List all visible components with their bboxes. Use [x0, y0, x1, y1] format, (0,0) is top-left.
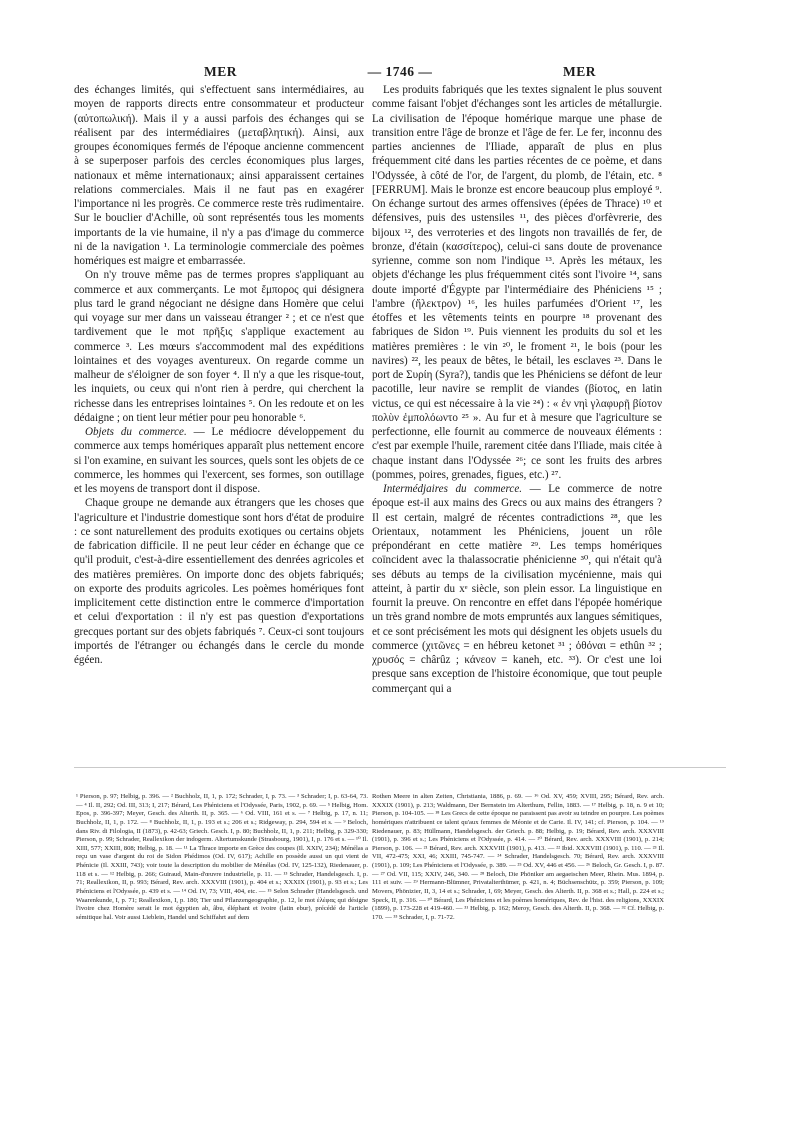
paragraph: On n'y trouve même pas de termes propres s'appliquant au commerce et aux commerçants. Le mot ἔμπορος qui désignera plus tard le grand négociant ne désigne dans Homère que celui qui voyage sur mer dans un vaisseau étranger ² ; et ce n'est que tardivement que le mot πρῆξις s'applique exactement au commerce ³. Les mœurs s'accommodent mal des expéditions lointaines et des voyages aventureux. On regarde comme un malheur de s'éloigner de son foyer ⁴. Il n'y a que les risque-tout, les inquiets, ou ceux qui n'ont rien à perdre, qui cherchent la richesse dans les entreprises lointaines ⁵. On les redoute et on les dédaigne ; on tient leur métier pour peu honorable ⁶.: [74, 269, 364, 424]
left-column: [74, 83, 364, 667]
running-head-left: MER: [204, 64, 237, 79]
footnote-divider: [74, 767, 726, 768]
paragraph: Les produits fabriqués que les textes signalent le plus souvent comme faisant l'objet d'échanges sont les articles de métallurgie. La civilisation de l'époque homérique marque une phase de transition entre l'âge de bronze et l'âge de fer. Le fer, inconnu des parties anciennes de l'Iliade, apparaît de plus en plus fréquemment cité dans les parties récentes de ce poème, et dans l'Odyssée, à côté de l'or, de l'argent, du plomb, de l'étain, etc. ⁸ [FERRUM]. Mais le bronze est encore beaucoup plus employé ⁹. On échange surtout des armes offensives (épées de Thrace) ¹⁰ et défensives, puis des ustensiles ¹¹, des pièces d'orfèvrerie, des bijoux ¹², des verroteries et des lingots non travaillés de fer, de bronze, d'étain (κασσίτερος), celui-ci sans doute de provenance syrienne, comme son nom l'indique ¹³. Après les métaux, les objets d'échange les plus fréquemment cités sont l'ivoire ¹⁴, sans doute importé d'Égypte par l'intermédiaire des Phéniciens ¹⁵ ; l'ambre (ἤλεκτρον) ¹⁶, les huiles parfumées d'Orient ¹⁷, les étoffes et les vêtements teints en pourpre ¹⁸ provenant des fabriques de Sidon ¹⁹. Puis viennent les produits du sol et les matières premières : le vin ²⁰, le froment ²¹, le bois (pour les navires) ²², les peaux de bêtes, le bétail, les esclaves ²³. Dans le port de Συρίη (Syra?), tandis que les Phéniciens se défont de leur pacotille, leur navire se remplit de viandes (βίοτος, en latin victus, ce qui est nécessaire à la vie ²⁴) : « ἐν νηὶ γλαφυρῇ βίοτον πολὺν ἐμπολόωντο ²⁵ ». Au fur et à mesure que l'agriculture se perfectionne, elle fournit au commerce de nouveaux éléments : c'est par exemple l'huile, rarement citée dans l'Iliade, mais citée à chaque instant dans l'Odyssée ²⁶; ce sont les fruits des arbres (pommes, poires, grenades, figues, etc.) ²⁷.: [372, 84, 662, 481]
page-number: — 1746 —: [367, 64, 433, 79]
running-head-right: MER: [563, 64, 596, 79]
right-column: [372, 83, 662, 696]
section-heading: Objets du commerce.: [85, 426, 187, 438]
paragraph: Chaque groupe ne demande aux étrangers que les choses que l'agriculture et l'industrie domestique sont hors d'état de produire : ce sont naturellement des produits exotiques ou certains objets de fabrication difficile. Il ne peut leur céder en échange que ce qu'il produit, c'est-à-dire essentiellement des denrées agricoles et des matières premières. On importe donc des objets fabriqués; on exporte des produits agricoles. Les poèmes homériques font implicitement cette distinction entre le commerce d'importation et celui d'exportation : il n'y est pas question d'exportations grecques portant sur des objets fabriqués ⁷. Ceux-ci sont toujours importés de l'étranger ou échangés dans le cercle du monde égéen.: [74, 497, 364, 666]
footnote-block: ¹ Pierson, p. 97; Helbig, p. 396. — ² Buchholz, II, 1, p. 172; Schrader, I, p. 73. — ³ Schrader; I, p. 63-64, 73. — ⁴ Il. II, 292; Od. III, 313; I, 217; Bérard, Les Phéniciens et l'Odyssée, Paris, 1902, p. 69. — ⁵ Helbig, Hom. Epos, p. 396-397; Meyer, Gesch. des Alterth. II, p. 365. — ⁶ Od. VIII, 161 et s. — ⁷ Helbig, p. 17, n. 11; Buchholz, II, 1, p. 172. — ⁸ Buchholz, II, 1, p. 193 et s.; 206 et s.; Ridgeway, p. 294, 594 et s. — ⁹ Beloch, dans Riv. di Filologia, II (1873), p. 42-63; Griech. Gesch. I, p. 80; Buchholz, II, 1, p. 211; Helbig, p. 329-330; Pierson, p. 99; Schrader, Reallexikon der indogerm. Altertumskunde (Strasbourg, 1901), I, p. 176 et s. — ¹⁰ Il. XIII, 577; XXIII, 808; Helbig, p. 18. — ¹¹ La Thrace importe en Grèce des coupes (Il. XXIV, 234); Ménélas a reçu un vase d'argent du roi de Sidon Phédimos (Od. IV, 617); Achille en possède aussi un qui vient de Phénicie (Il. XXIII, 743); voir toute la description du mobilier de Ménélas (Od. IV, 125-132), Riedenauer, p. 118 et s. — ¹² Helbig, p. 266; Guiraud, Main-d'œuvre industrielle, p. 11. — ¹³ Schrader, Handelsgesch. I, p. 71; Reallexikon, II, p. 993; Bérard, Rev. arch. XXXVIII (1901), p. 404 et s.; XXXIX (1901), p. 93 et s.; Les Phéniciens et l'Odyssée, p. 439 et s. — ¹⁴ Od. IV, 73; VIII, 404, etc. — ¹⁵ Selon Schrader (Handelsgesch. und Waarenkunde, I, p. 71; Reallexikon, I, p. 180; Tier und Pflanzengeographie, p. 12, le mot ἐλέφας qui désigne l'ivoire chez Homère serait le mot égyptien ab, âbu, éléphant et ivoire (latin ebur), précédé de l'article sémitique hal. Voir aussi Lieblein, Handel und Schiffahrt auf dem: [76, 793, 368, 921]
footnotes-left: [76, 793, 368, 922]
footnotes-right: [372, 793, 664, 922]
running-head: [74, 64, 726, 82]
paragraph: Objets du commerce. — Le médiocre développement du commerce aux temps homériques apparaît plus nettement encore si l'on examine, en suivant les sources, quels sont les objets de ce commerce, les hommes qui l'exercent, ses formes, son outillage et les moyens de transport dont il dispose.: [74, 426, 364, 495]
section-heading: Intermédjaires du commerce.: [383, 483, 523, 495]
paragraph: des échanges limités, qui s'effectuent sans intermédiaires, au moyen de rapports directs entre consommateur et producteur (αὐτοπωλική). Mais il y a aussi parfois des échanges qui se réalisent par des intermédiaires (μεταβλητική). Ainsi, aux groupes économiques fermés de l'époque ancienne commencent à se superposer parfois des cercles économiques plus larges, nationaux et même internationaux; ainsi apparaissent certaines relations commerciales. Mais il ne faut pas en exagérer l'importance ni les progrès. Ce commerce reste très rudimentaire. Sur le bouclier d'Achille, où sont représentés tous les moments importants de la vie humaine, il n'y a pas d'image du commerce ni de la navigation ¹. La terminologie commerciale des poèmes homériques est maigre et embarrassée.: [74, 84, 364, 267]
footnote-block: Rothen Meere in alten Zeiten, Christiania, 1886, p. 69. — ¹⁶ Od. XV, 459; XVIII, 295; Bérard, Rev. arch. XXXIX (1901), p. 213; Waldmann, Der Bernstein im Alterthum, Fellin, 1883. — ¹⁷ Helbig, p. 18, n. 9 et 10; Pierson, p. 104-105. — ¹⁸ Les Grecs de cette époque ne paraissent pas avoir su teindre en pourpre. Les poèmes homériques n'attribuent ce talent qu'aux femmes de Méonie et de Carie. Il. IV, 141; cf. Pierson, p. 104. — ¹⁹ Riedenauer, p. 83; Hüllmann, Handelsgesch. der Griech. p. 88; Helbig, p. 19; Bérard, Rev. arch. XXXVIII (1901), p. 396 et s.; Les Phéniciens et l'Odyssée, p. 414. — ²⁰ Bérard, Rev. arch. XXXVIII (1901), p. 214; Pierson, p. 106. — ²¹ Bérard, Rev. arch. XXXVIII (1901), p. 413. — ²² Ibid. XXXVIII (1901), p. 110. — ²³ Il. VII, 472-475; XXI, 46; XXIII, 745-747. — ²⁴ Schrader, Handelsgesch. 70; Bérard, Rev. arch. XXXVIII (1901), p. 109; Les Phéniciens et l'Odyssée, p. 389. — ²⁵ Od. XV, 446 et 456. — ²⁶ Beloch, Gr. Gesch. I, p. 87. — ²⁷ Od. VII, 115; XXIV, 246, 340. — ²⁸ Beloch, Die Phöniker am aegaeischen Meer, Rhein. Mus. 1894, p. 111 et suiv. — ²⁹ Hermann-Blümner, Privatalterthümer, p. 421, n. 4; Büchsenschütz, p. 359; Pierson, p. 109; Movers, Phönizier, II, 3, 14 et s.; Schrader, I, 69; Meyer, Gesch. des Alterth. II, p. 368 et s.; Hall, p. 224 et s.; Speck, II, p. 316. — ³⁰ Bérard, Les Phéniciens et les poèmes homériques, Rev. de l'hist. des religions, XXXIX (1899), p. 173-228 et 419-460. — ³¹ Helbig, p. 162; Meroy, Gesch. des Alterth. II, p. 368. — ³² Cf. Helbig, p. 170. — ³³ Schrader, I, p. 71-72.: [372, 793, 664, 921]
paragraph: Intermédjaires du commerce. — Le commerce de notre époque est-il aux mains des Grecs ou aux mains des étrangers ? Il est certain, malgré de récentes contradictions ²⁸, que les Orientaux, notamment les Phéniciens, jouent un rôle prépondérant en cette matière ²⁹. Les temps homériques coïncident avec la thalassocratie phénicienne ³⁰, qui n'était qu'à ses débuts au temps de la civilisation mycénienne, mais qui atteint, à partir du xᵉ siècle, son plein essor. La linguistique en fournit la preuve. On rencontre en effet dans l'épopée homérique un très grand nombre de mots empruntés aux langues sémitiques, et ce sont précisément les mots qui désignent les objets usuels du commerce (χιτῶνες = en hébreu ketonet ³¹ ; ὀθόναι = ethûn ³² ; χρυσός = chârûz ; κάνεον = kaneh, etc. ³³). Or c'est une loi presque sans exception de l'histoire économique, que tout peuple commerçant qui a: [372, 483, 662, 695]
